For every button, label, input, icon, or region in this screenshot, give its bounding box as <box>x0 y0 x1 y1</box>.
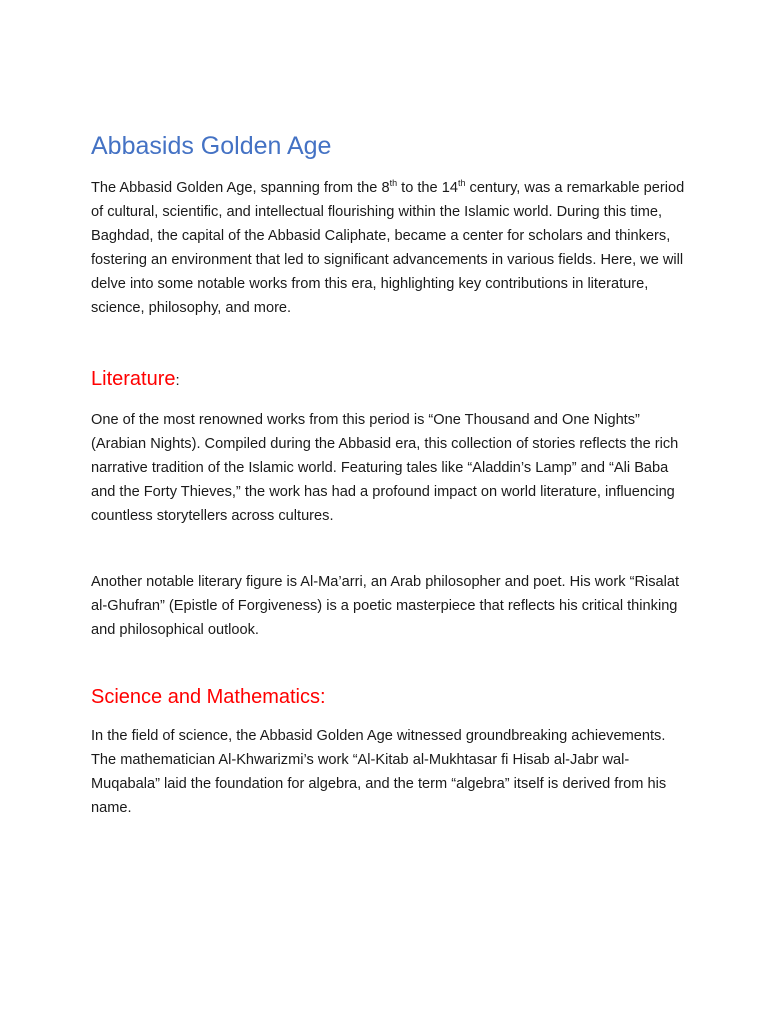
intro-superscript-2: th <box>457 178 466 188</box>
literature-heading-text: Literature <box>91 368 176 390</box>
science-heading: Science and Mathematics: <box>91 686 326 708</box>
intro-text-part-1: The Abbasid Golden Age, spanning from the 8 <box>91 180 390 196</box>
document-content <box>91 128 691 820</box>
science-paragraph-1: In the field of science, the Abbasid Golden Age witnessed groundbreaking achievements. The mathematician Al-Khwarizmi’s work “Al-Kitab al-Mukhtasar fi Hisab al-Jabr wal-Muqabala” laid the foundation for algebra, and the term “algebra” itself is derived from his name. <box>91 728 667 816</box>
document-title: Abbasids Golden Age <box>91 132 332 160</box>
intro-paragraph <box>91 176 691 320</box>
literature-paragraph-1: One of the most renowned works from this period is “One Thousand and One Nights” (Arabian Nights). Compiled during the Abbasid era, this collection of stories reflects the rich narrative tradition of the Islamic world. Featuring tales like “Aladdin’s Lamp” and “Ali Baba and the Forty Thieves,” the work has had a profound impact on world literature, influencing countless storytellers across cultures. <box>91 412 679 524</box>
literature-paragraph-2: Another notable literary figure is Al-Ma’arri, an Arab philosopher and poet. His work “Risalat al-Ghufran” (Epistle of Forgiveness) is a poetic masterpiece that reflects his critical thinking and philosophical outlook. <box>91 574 680 638</box>
intro-superscript-1: th <box>389 178 398 188</box>
intro-text-part-2: to the 14 <box>397 180 458 196</box>
literature-heading-colon: : <box>175 372 180 389</box>
literature-heading <box>91 364 691 396</box>
intro-text-part-3: century, was a remarkable period of cultural, scientific, and intellectual flourishing within the Islamic world. During this time, Baghdad, the capital of the Abbasid Caliphate, became a center for scholars and thinkers, fostering an environment that led to significant advancements in various fields. Here, we will delve into some notable works from this era, highlighting key contributions in literature, science, philosophy, and more. <box>91 180 685 316</box>
